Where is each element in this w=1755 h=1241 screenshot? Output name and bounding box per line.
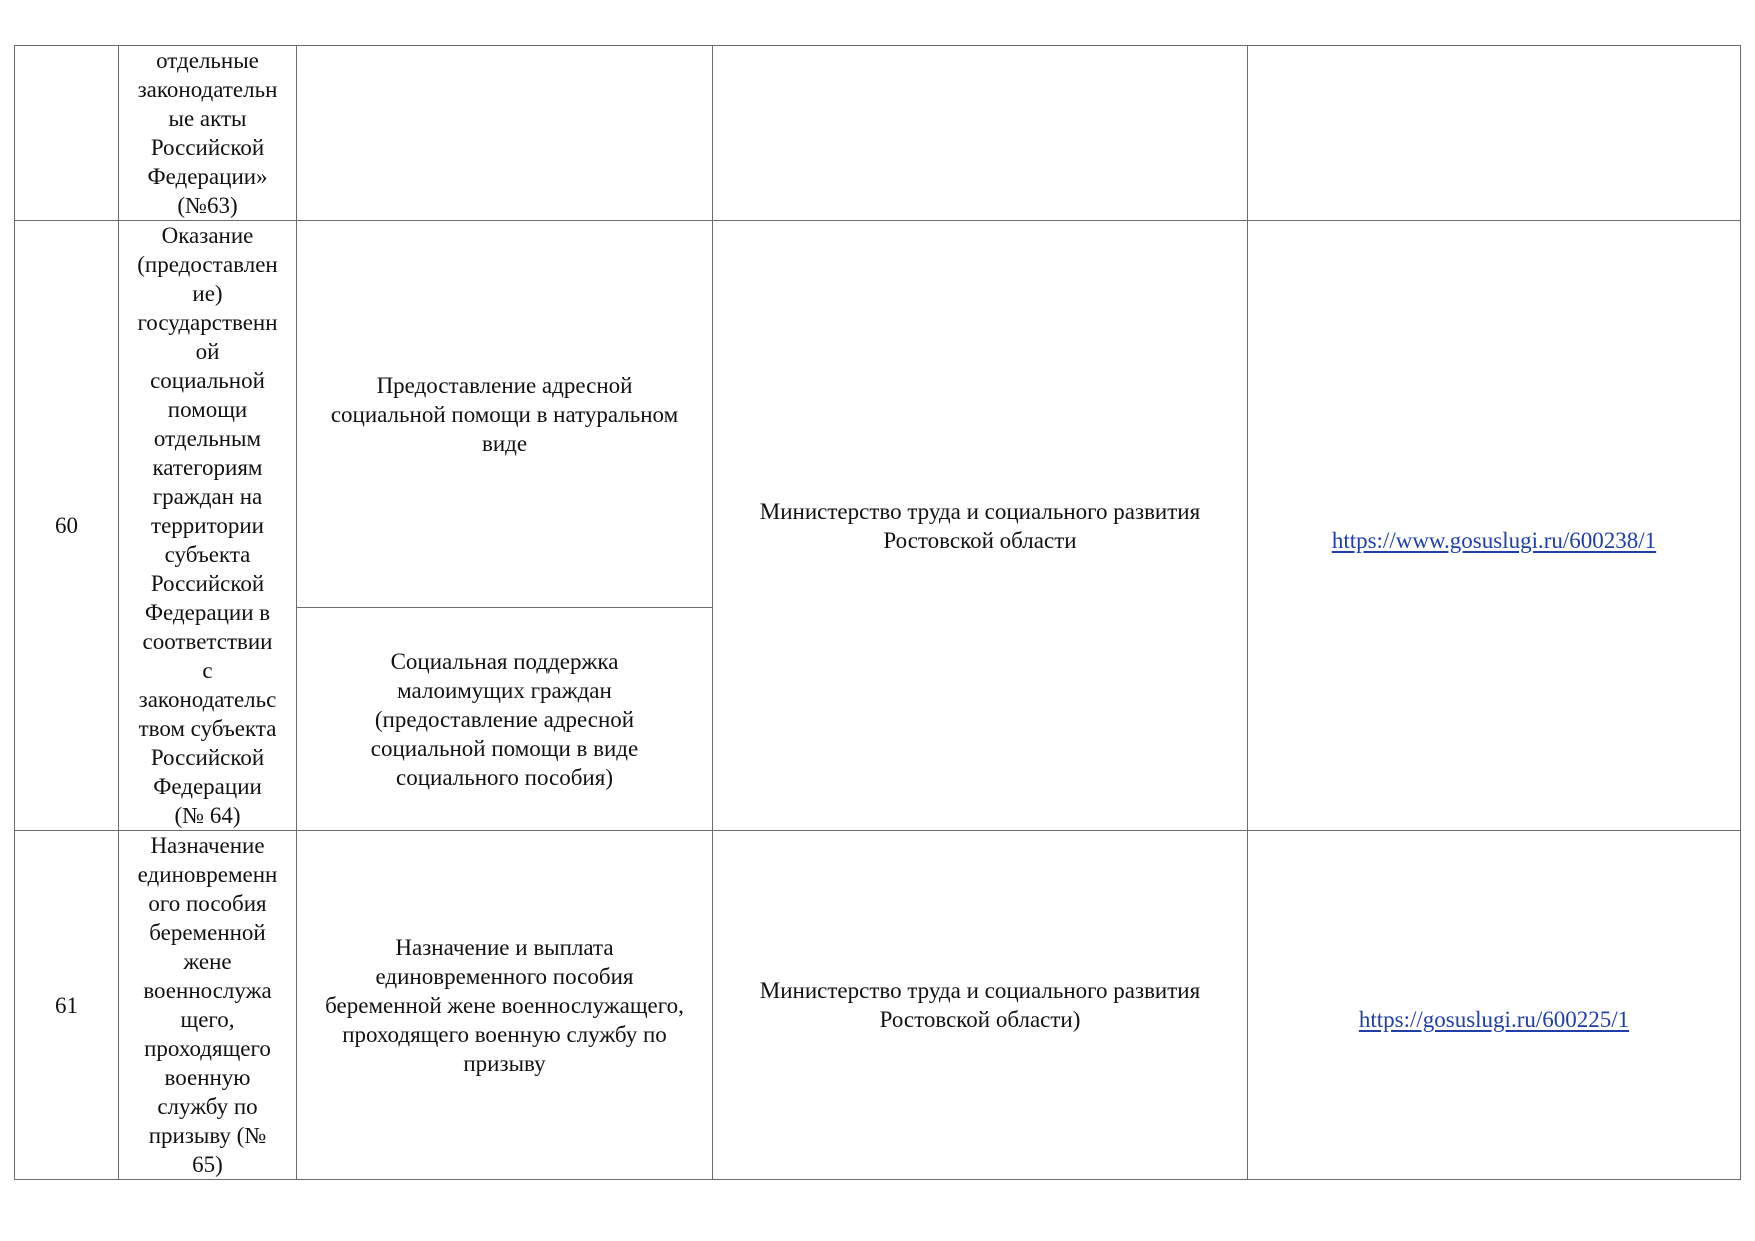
- service-name-cell: Оказание (предоставлен ие) государственн ой социальной помощи отдельным категориям граждан на территории субъекта Российской Федерации в соответствии с законодательс твом субъекта Российской Федерации (№ 64): [119, 221, 297, 831]
- service-name-cell: отдельные законодательн ые акты Российской Федерации» (№63): [119, 46, 297, 221]
- agency-cell: Министерство труда и социального развития Ростовской области: [713, 221, 1248, 831]
- link-cell: [1248, 46, 1741, 221]
- services-table: [14, 45, 1741, 1180]
- agency-cell: [713, 46, 1248, 221]
- service-name-cell: Назначение единовременн ого пособия беременной жене военнослужа щего, проходящего военную службу по призыву (№ 65): [119, 831, 297, 1180]
- row-number-cell: 60: [15, 221, 119, 831]
- agency-cell: Министерство труда и социального развития Ростовской области): [713, 831, 1248, 1180]
- table-row: [15, 221, 1741, 608]
- row-number-cell: 61: [15, 831, 119, 1180]
- table-row: [15, 831, 1741, 1180]
- link-cell: [1248, 831, 1741, 1180]
- gosuslugi-link[interactable]: https://gosuslugi.ru/600225/1: [1358, 1007, 1630, 1032]
- sub-service-cell: Социальная поддержка малоимущих граждан (предоставление адресной социальной помощи в виде социального пособия): [297, 608, 713, 831]
- gosuslugi-link[interactable]: https://www.gosuslugi.ru/600238/1: [1331, 527, 1657, 553]
- row-number-cell: [15, 46, 119, 221]
- sub-service-cell: Предоставление адресной социальной помощи в натуральном виде: [297, 221, 713, 608]
- sub-service-cell: Назначение и выплата единовременного пособия беременной жене военнослужащего, проходящего военную службу по призыву: [297, 831, 713, 1180]
- table-row: [15, 46, 1741, 221]
- link-cell: [1248, 221, 1741, 831]
- sub-service-cell: [297, 46, 713, 221]
